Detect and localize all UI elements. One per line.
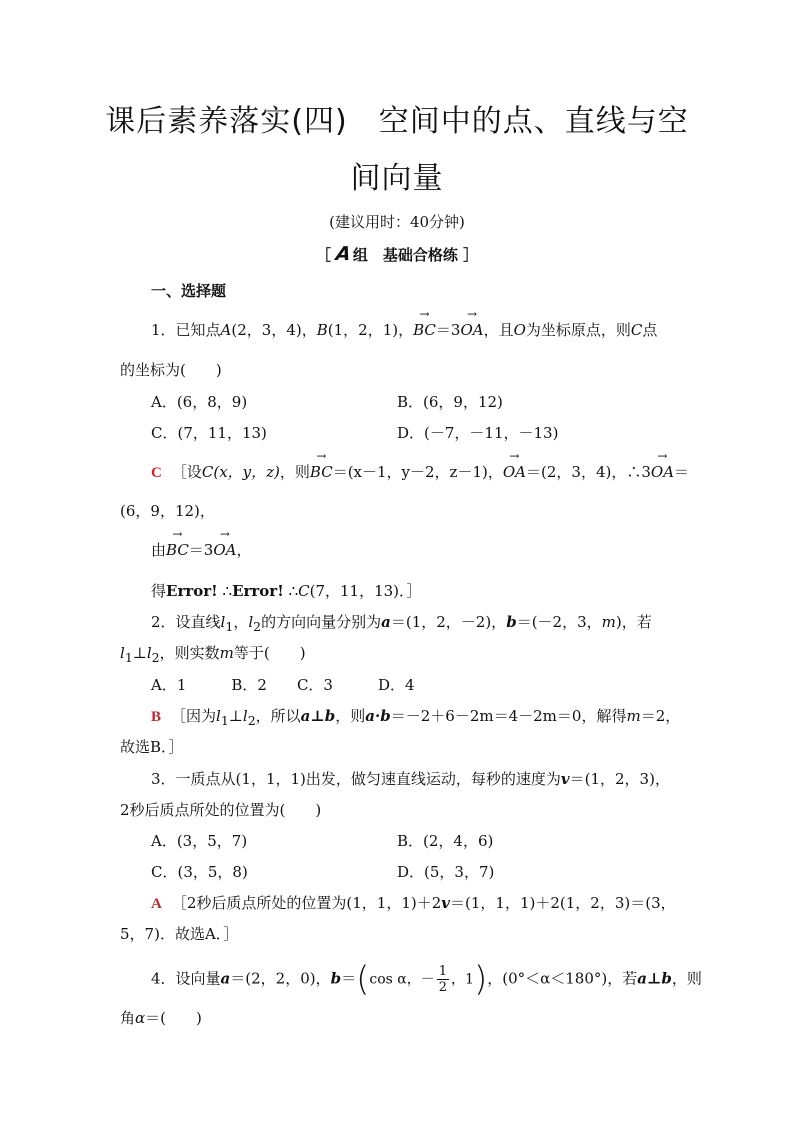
q1-answer-letter: C bbox=[151, 465, 162, 481]
point-b: B bbox=[316, 321, 328, 339]
q1-option-a: A．(6，8，9) bbox=[151, 393, 248, 411]
q3-option-c: C．(3，5，8) bbox=[151, 863, 248, 881]
text: 2 bbox=[253, 619, 262, 634]
text: 1 bbox=[124, 650, 133, 665]
vector-v: v bbox=[560, 770, 570, 788]
text: (1，2，1)， bbox=[327, 321, 414, 339]
question-2-line-2 bbox=[120, 643, 306, 668]
error-text: Error! bbox=[232, 582, 284, 600]
text: ∴ bbox=[217, 582, 233, 600]
text: ＝3 bbox=[188, 541, 214, 559]
text: 的方向向量分别为 bbox=[261, 613, 382, 631]
text: ＝( ) bbox=[145, 1009, 202, 1027]
text: ＝2， bbox=[640, 707, 681, 725]
group-heading bbox=[0, 243, 794, 265]
text: ， bbox=[236, 541, 252, 559]
text: 3．一质点从(1，1，1)出发，做匀速直线运动，每秒的速度为 bbox=[151, 770, 561, 788]
text: ＝3 bbox=[435, 321, 461, 339]
text: (7，11，13)．］ bbox=[309, 582, 422, 600]
q1-solution-line-4 bbox=[151, 581, 422, 601]
text: 点 bbox=[642, 321, 658, 339]
vector-oa: → OA bbox=[213, 540, 236, 560]
paren-right: ) bbox=[473, 959, 488, 1000]
bracket-close: ］ bbox=[463, 246, 479, 264]
text: ＝(2，3，4)，∴3 bbox=[526, 463, 651, 481]
q3-option-d: D．(5，3，7) bbox=[397, 863, 495, 881]
text: l bbox=[248, 613, 254, 631]
group-label: 组 基础合格练 bbox=[352, 246, 458, 264]
text: ＝(1，2，3)， bbox=[569, 770, 670, 788]
q1-option-d: D．(－7，－11，－13) bbox=[397, 424, 559, 442]
text: C(x，y，z) bbox=[201, 463, 280, 481]
q3-option-a: A．(3，5，7) bbox=[151, 832, 248, 850]
q3-solution-line-1 bbox=[151, 893, 676, 914]
text: 1．已知点 bbox=[151, 321, 221, 339]
numerator: 1 bbox=[438, 964, 448, 979]
text: 1 bbox=[225, 619, 234, 634]
question-4-line-2 bbox=[120, 1008, 202, 1028]
q2-options: A．1 B．2 C．3 D．4 bbox=[151, 676, 415, 694]
text: ［因为 bbox=[171, 707, 217, 725]
text: ＝(1，2，－2)， bbox=[390, 613, 507, 631]
q3-answer-letter: A bbox=[151, 896, 162, 912]
text: ＝－2＋6－2m＝4－2m＝0，解得 bbox=[390, 707, 627, 725]
text: ＝(2，2，0)， bbox=[230, 969, 331, 988]
vector-bc: → BC bbox=[166, 540, 189, 560]
text: 1 bbox=[220, 713, 229, 728]
text: a⊥b bbox=[637, 969, 672, 988]
text: ＝ bbox=[674, 463, 690, 481]
vector-v: v bbox=[441, 894, 450, 912]
vector-a: a bbox=[381, 613, 391, 631]
paren-left: ( bbox=[356, 959, 370, 1000]
text: ，且 bbox=[483, 321, 514, 339]
vector-oa: → OA bbox=[460, 320, 483, 340]
text: ∴ bbox=[283, 582, 299, 600]
text: a⊥b bbox=[300, 707, 336, 725]
text: 2 bbox=[247, 713, 256, 728]
group-a-badge: A bbox=[334, 243, 353, 265]
error-text: Error! bbox=[166, 582, 218, 600]
vector-bc: → BC bbox=[310, 462, 333, 482]
text: m bbox=[626, 707, 641, 725]
text: ＝(－2，3， bbox=[516, 613, 602, 631]
vector-oa: → OA bbox=[651, 462, 674, 482]
text: ⊥l bbox=[132, 644, 152, 662]
q1-solution-line-2: (6，9，12)， bbox=[120, 502, 215, 520]
question-4-line-1 bbox=[151, 959, 702, 1000]
question-1-line-2: 的坐标为( ) bbox=[120, 361, 222, 379]
q1-solution-line-3 bbox=[151, 540, 252, 560]
text: m bbox=[219, 644, 234, 662]
question-1-line-1 bbox=[151, 320, 657, 340]
q2-answer-letter: B bbox=[151, 709, 162, 725]
question-3-line-1 bbox=[151, 769, 670, 789]
text: ，则 bbox=[671, 969, 702, 988]
text: ＝(x－1，y－2，z－1)， bbox=[332, 463, 503, 481]
page-title-line-2: 间向量 bbox=[350, 161, 444, 196]
bracket-open: ［ bbox=[315, 246, 331, 264]
text: a·b bbox=[365, 707, 391, 725]
text: 为坐标原点，则 bbox=[525, 321, 631, 339]
text: ，所以 bbox=[255, 707, 301, 725]
vector-bc: → BC bbox=[413, 320, 436, 340]
text: ＝(1，1，1)＋2(1，2，3)＝(3， bbox=[450, 894, 676, 912]
vector-oa: → OA bbox=[503, 462, 526, 482]
question-3-line-2: 2秒后质点所处的位置为( ) bbox=[120, 801, 322, 819]
text: ，(0°＜α＜180°)，若 bbox=[487, 969, 638, 988]
vector-b: b bbox=[506, 613, 517, 631]
text: ， bbox=[233, 613, 249, 631]
text: 得 bbox=[151, 582, 167, 600]
text: ，则实数 bbox=[159, 644, 220, 662]
question-2-line-1 bbox=[151, 612, 652, 637]
text: ，则 bbox=[279, 463, 310, 481]
text: 2．设直线 bbox=[151, 613, 221, 631]
q2-solution-line-2: 故选B．］ bbox=[120, 738, 184, 756]
text: (2，3，4)， bbox=[231, 321, 317, 339]
text: )，若 bbox=[615, 613, 652, 631]
q3-option-b: B．(2，4，6) bbox=[397, 832, 494, 850]
q1-solution-line-1 bbox=[151, 462, 689, 483]
vector-a: a bbox=[220, 969, 231, 988]
text: 角 bbox=[120, 1009, 136, 1027]
page-title-line-1: 课后素养落实(四) 空间中的点、直线与空 bbox=[105, 104, 689, 139]
text: α bbox=[135, 1009, 146, 1027]
text: ⊥l bbox=[228, 707, 248, 725]
point-c: C bbox=[298, 582, 310, 600]
text: l bbox=[216, 707, 221, 725]
q3-solution-line-2: 5，7)．故选A．］ bbox=[120, 925, 239, 943]
vector-b: b bbox=[330, 969, 342, 988]
text: 等于( ) bbox=[233, 644, 306, 662]
text: 由 bbox=[151, 541, 167, 559]
point-o: O bbox=[513, 321, 526, 339]
text: l bbox=[120, 644, 125, 662]
text: m bbox=[601, 613, 616, 631]
denominator: 2 bbox=[438, 980, 448, 995]
text: cos α，－ bbox=[369, 971, 435, 988]
text: ［设 bbox=[171, 463, 202, 481]
text: l bbox=[220, 613, 226, 631]
text: ，1 bbox=[451, 971, 474, 988]
point-c: C bbox=[630, 321, 643, 339]
text: ，则 bbox=[335, 707, 366, 725]
point-a: A bbox=[220, 321, 232, 339]
q1-option-c: C．(7，11，13) bbox=[151, 424, 267, 442]
text: ＝ bbox=[341, 969, 357, 988]
suggested-time: (建议用时：40分钟) bbox=[329, 213, 465, 231]
q1-option-b: B．(6，9，12) bbox=[397, 393, 503, 411]
section-heading: 一、选择题 bbox=[151, 282, 227, 300]
text: 2 bbox=[151, 650, 160, 665]
fraction-one-half bbox=[437, 964, 449, 995]
text: 4．设向量 bbox=[151, 969, 221, 988]
q2-solution-line-1 bbox=[151, 706, 680, 731]
text: ［2秒后质点所处的位置为(1，1，1)＋2 bbox=[171, 894, 442, 912]
